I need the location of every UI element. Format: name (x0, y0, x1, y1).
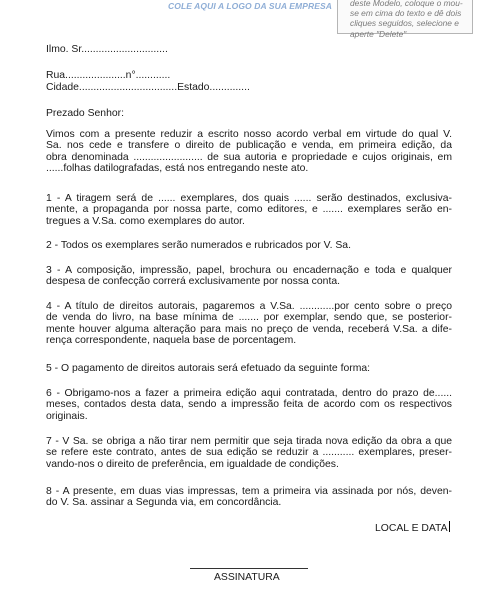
paragraph-line: tregues a V.Sa. como exemplares do autor. (46, 215, 245, 227)
paragraph-line: mente houver alguma alteração para mais no preço de venda, receberá V.Sa. a dife- (46, 323, 452, 335)
salutation: Prezado Senhor: (46, 108, 124, 119)
clause-4 (46, 301, 452, 346)
paragraph-line: 5 - O pagamento de direitos autorais será efetuado da seguinte forma: (46, 363, 371, 374)
logo-placeholder: COLE AQUI A LOGO DA SUA EMPRESA (168, 1, 332, 11)
paragraph-line: 3 - A composição, impressão, papel, brochura ou encadernação e toda e qualquer (46, 265, 452, 276)
paragraph-line: 1 - A tiragem será de ...... exemplares, dos quais ...... serão destinados, exclusiva- (46, 193, 452, 204)
paragraph-line: 6 - Obrigamo-nos a fazer a primeira edição aqui contratada, dentro do prazo de...... (46, 388, 452, 399)
clause-3 (46, 265, 452, 288)
place-date-field[interactable] (375, 521, 450, 534)
paragraph-line: 2 - Todos os exemplares serão numerados e rubricados por V. Sa. (46, 240, 351, 251)
street-line: Rua.....................n°............ (46, 70, 171, 81)
instruction-line: aperte "Delete" (350, 28, 407, 39)
addressee-line: Ilmo. Sr.............................. (46, 44, 168, 55)
paragraph-line: despesa de confecção correrá exclusivamente por nossa conta. (46, 276, 340, 288)
instruction-line: deste Modelo, coloque o mou- (350, 0, 463, 8)
signature-line (190, 568, 308, 569)
paragraph-line: obra denominada ........................ de sua autoria e propriedade e cujos originais, em (46, 151, 452, 163)
clause-5 (46, 363, 452, 374)
paragraph-line: 8 - A presente, em duas vias impressas, tem a primeira via assinada por nós, deven- (46, 486, 452, 497)
paragraph-line: 4 - A título de direitos autorais, pagaremos a V.Sa. ............por cento sobre o preço (46, 301, 452, 312)
signature-label: ASSINATURA (214, 572, 280, 583)
paragraph-line: Vimos com a presente reduzir a escrito nosso acordo verbal em virtude do qual V. (46, 129, 452, 140)
city-state-line: Cidade..................................Estado.............. (46, 82, 250, 93)
clause-1 (46, 193, 452, 227)
place-date-text: LOCAL E DATA (375, 523, 448, 534)
paragraph-line: originais. (46, 410, 88, 422)
paragraph-line: vando-nos o direito de preferência, em igualdade de condições. (46, 458, 339, 470)
text-cursor (449, 521, 450, 532)
paragraph-line: meses, contados desta data, sendo a impressão feita de acordo com os respectivos (46, 399, 452, 411)
paragraph-line: Sa. nos cede e transfere o direito de publicação e venda, em primeira edição, da (46, 140, 452, 152)
clause-7 (46, 436, 452, 470)
clause-8 (46, 486, 452, 509)
paragraph-line: ......folhas datilografadas, está nos entregando neste ato. (46, 162, 309, 174)
paragraph-line: 7 - V Sa. se obriga a não tirar nem permitir que seja tirada nova edição da obra a que (46, 436, 452, 447)
clause-2 (46, 240, 452, 251)
instruction-note (337, 0, 473, 39)
paragraph-line: do V. Sa. assinar a Segunda via, em concordância. (46, 497, 282, 509)
paragraph-line: de venda do livro, na base mínima de ....... por exemplar, sendo que, se posterior- (46, 312, 452, 324)
paragraph-line: rença correspondente, naquela base de porcentagem. (46, 334, 297, 346)
instruction-line: cliques seguidos, selecione e (350, 18, 459, 29)
intro-paragraph (46, 129, 452, 174)
clause-6 (46, 388, 452, 422)
instruction-line: se em cima do texto e dê dois (350, 8, 462, 19)
paragraph-line: se refere este contrato, antes de sua edição se reduzir a ........... exemplares, preser- (46, 447, 452, 459)
paragraph-line: mente, a propaganda por nossa parte, como editores, e ....... exemplares serão en- (46, 204, 452, 216)
